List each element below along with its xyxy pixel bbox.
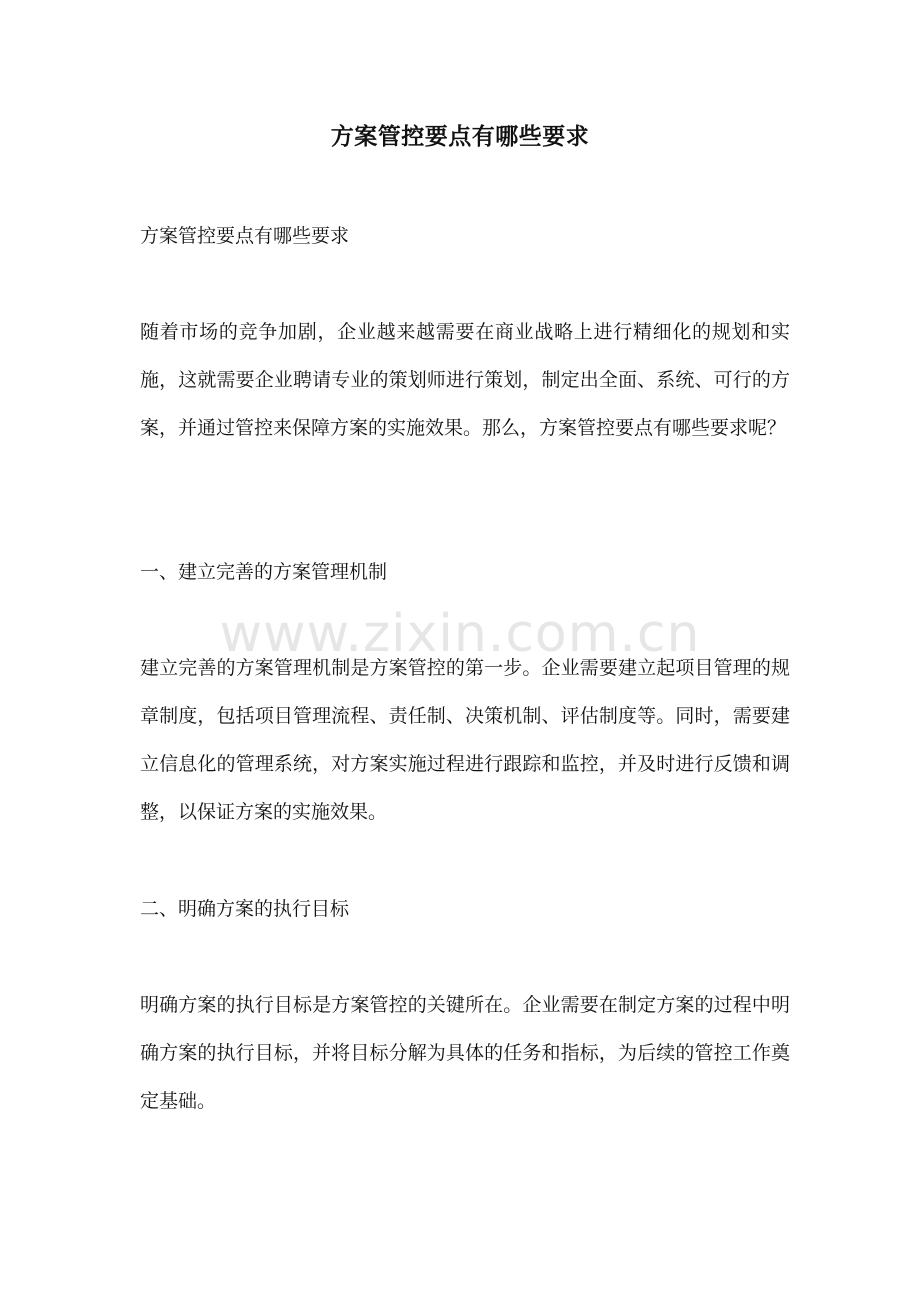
document-subtitle: 方案管控要点有哪些要求	[140, 225, 350, 247]
section-2-body: 明确方案的执行目标是方案管控的关键所在。企业需要在制定方案的过程中明确方案的执行目标，并将目标分解为具体的任务和指标，为后续的管控工作奠定基础。	[140, 994, 790, 1112]
watermark-text: www.zixin.com.cn	[219, 604, 701, 664]
intro-paragraph: 随着市场的竞争加剧，企业越来越需要在商业战略上进行精细化的规划和实施，这就需要企业聘请专业的策划师进行策划，制定出全面、系统、可行的方案，并通过管控来保障方案的实施效果。那么，方案管控要点有哪些要求呢？	[140, 321, 790, 439]
document-title: 方案管控要点有哪些要求	[330, 123, 590, 150]
section-1-heading: 一、建立完善的方案管理机制	[140, 561, 388, 583]
section-2-heading: 二、明确方案的执行目标	[140, 898, 350, 920]
section-1-body: 建立完善的方案管理机制是方案管控的第一步。企业需要建立起项目管理的规章制度，包括项目管理流程、责任制、决策机制、评估制度等。同时，需要建立信息化的管理系统，对方案实施过程进行跟踪和监控，并及时进行反馈和调整，以保证方案的实施效果。	[140, 657, 790, 823]
